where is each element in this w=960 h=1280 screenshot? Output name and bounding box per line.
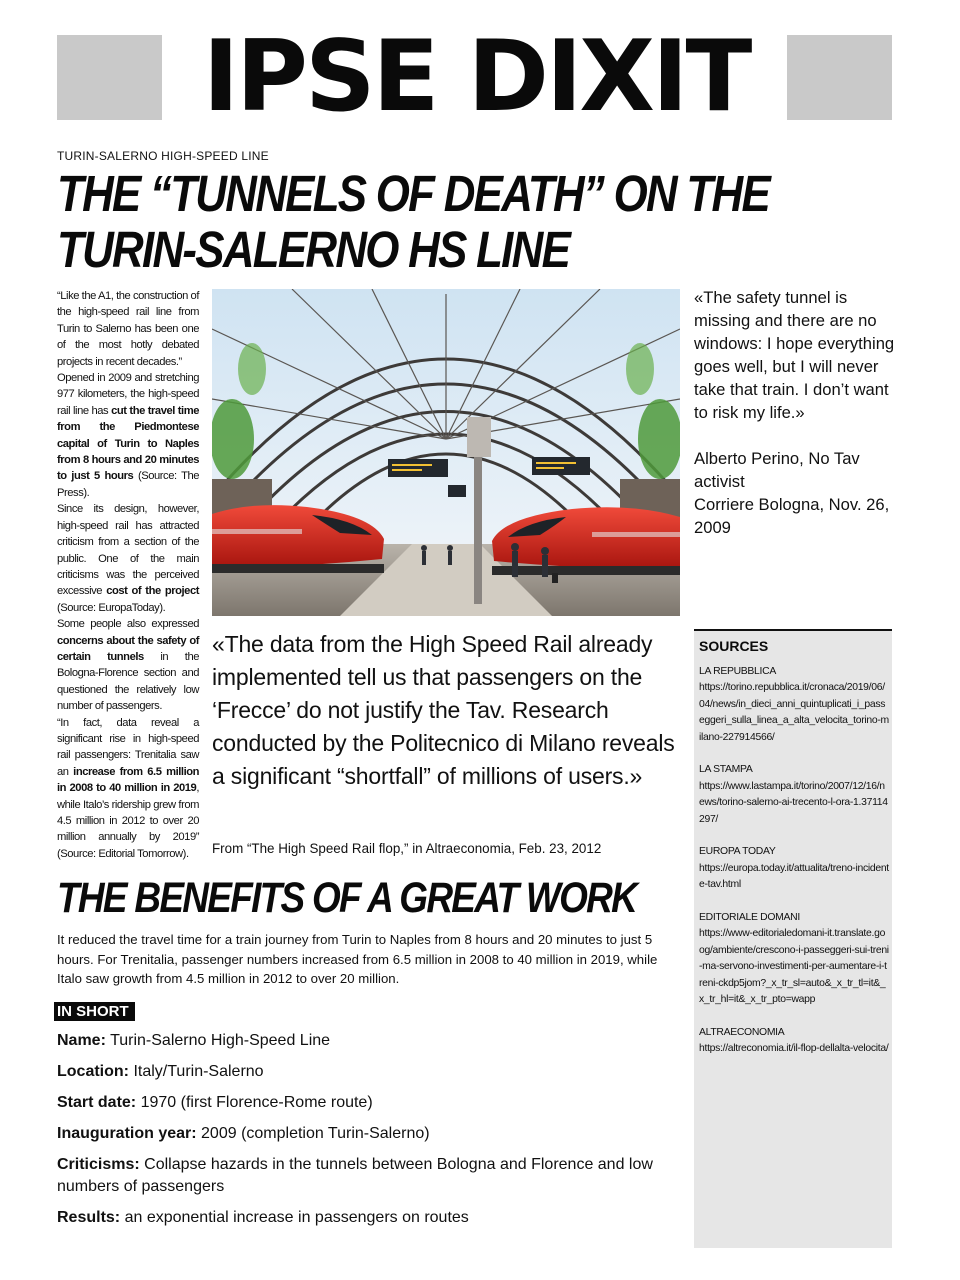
source-url[interactable]: https://torino.repubblica.it/cronaca/2019/06/04/news/in_dieci_anni_quintuplicati_i_passeggeri_sulla_linea_a_alta_velocita_torino-milano-227914566/ — [699, 682, 889, 743]
left-column-text — [57, 288, 199, 862]
left-p2-text-c: (Source: The Press). — [57, 470, 199, 499]
left-paragraph-5 — [57, 715, 199, 863]
masthead-block-left — [57, 35, 162, 120]
side-quote — [694, 286, 899, 539]
left-p4-text-c: in the Bologna-Florence section and questioned the relatively low number of passengers. — [57, 650, 200, 713]
left-p4-text-a: Some people also expressed — [57, 618, 199, 631]
fact-inauguration-year — [57, 1123, 672, 1145]
fact-value: Italy/Turin-Salerno — [129, 1063, 264, 1080]
left-paragraph-4 — [57, 616, 199, 714]
source-name: EUROPA TODAY — [699, 846, 776, 858]
left-paragraph-1 — [57, 288, 199, 370]
sources-heading: SOURCES — [699, 638, 769, 654]
left-p4-bold: concerns about the safety of certain tunnels — [57, 634, 199, 663]
source-name: ALTRAECONOMIA — [699, 1026, 785, 1038]
headline-line-1: THE “TUNNELS OF DEATH” ON THE — [57, 165, 769, 222]
fact-value: 1970 (first Florence-Rome route) — [136, 1094, 373, 1111]
source-name: EDITORIALE DOMANI — [699, 912, 800, 924]
left-paragraph-3 — [57, 501, 199, 616]
source-url[interactable]: https://altreconomia.it/il-flop-dellalta-velocita/ — [699, 1043, 889, 1055]
fact-start-date — [57, 1092, 672, 1114]
fact-location — [57, 1061, 672, 1083]
fact-label: Inauguration year: — [57, 1125, 197, 1142]
left-p5-text-c: , while Italo’s ridership grew from 4.5 million in 2012 to over 20 million annually by 2019” (Source: Editorial Tomorrow). — [57, 782, 199, 860]
source-url[interactable]: https://europa.today.it/attualita/treno-incidente-tav.html — [699, 862, 889, 891]
sources-box — [694, 629, 892, 1248]
fact-results — [57, 1207, 672, 1229]
source-name: LA REPUBBLICA — [699, 666, 776, 677]
side-quote-outlet: Corriere Bologna, Nov. 26, 2009 — [694, 495, 890, 537]
fact-name — [57, 1030, 672, 1052]
masthead-block-right — [787, 35, 892, 120]
pull-quote-source: From “The High Speed Rail flop,” in Altraeconomia, Feb. 23, 2012 — [212, 841, 602, 856]
left-p3-bold: cost of the project — [106, 585, 200, 598]
fact-label: Start date: — [57, 1094, 137, 1111]
fact-value: an exponential increase in passengers on routes — [120, 1209, 469, 1226]
left-p3-text-c: (Source: EuropaToday). — [57, 601, 166, 614]
source-item — [699, 762, 889, 828]
fact-value: Turin-Salerno High-Speed Line — [105, 1032, 331, 1049]
left-p5-bold: increase from 6.5 million in 2008 to 40 million in 2019 — [57, 765, 199, 795]
in-short-facts — [57, 1030, 672, 1238]
fact-value: Collapse hazards in the tunnels between Bologna and Florence and low numbers of passengers — [57, 1156, 653, 1195]
left-paragraph-2 — [57, 370, 199, 501]
fact-label: Name: — [57, 1032, 106, 1049]
pull-quote: «The data from the High Speed Rail already implemented tell us that passengers on the ‘Frecce’ do not justify the Tav. Research conducted by the Politecnico di Milano reveals a significant “shortfall” of millions of users.» — [212, 631, 675, 789]
source-item — [699, 664, 889, 746]
benefits-body: It reduced the travel time for a train journey from Turin to Naples from 8 hours and 20 minutes to just 5 hours. For Trenitalia, passenger numbers increased from 6.5 million in 2008 to 40 million in 2019, while Italo saw growth from 4.5 million in 2012 to over 20 million. — [57, 932, 658, 986]
source-name: LA STAMPA — [699, 764, 753, 776]
source-item — [699, 910, 889, 1008]
source-url[interactable]: https://www.lastampa.it/torino/2007/12/16/news/torino-salerno-ai-trecento-l-ora-1.37114297/ — [699, 780, 888, 825]
section-kicker: TURIN-SALERNO HIGH-SPEED LINE — [57, 149, 269, 163]
fact-criticisms — [57, 1154, 672, 1198]
left-p2-text-a: Opened in 2009 and stretching 977 kilometers, the high-speed rail line has — [57, 372, 199, 417]
headline-line-2: TURIN-SALERNO HS LINE — [57, 221, 570, 278]
fact-label: Results: — [57, 1209, 121, 1226]
sources-list — [699, 664, 889, 1074]
station-photo — [212, 289, 680, 616]
side-quote-author: Alberto Perino, No Tav activist — [694, 449, 860, 491]
source-url[interactable]: https://www-editorialedomani-it.translate.goog/ambiente/crescono-i-passeggeri-sui-treni-ma-servono-investimenti-per-aumentare-i-treni-ckdp5jom?_x_tr_sl=auto&_x_tr_tl=it&_x_tr_hl=it&_x_tr_pto=wapp — [699, 928, 889, 1006]
left-p5-text-a: “In fact, data reveal a significant rise in high-speed rail passengers: Trenitalia saw an — [57, 716, 199, 778]
left-p1-text: “Like the A1, the construction of the high-speed rail line from Turin to Salerno has been one of the most hotly debated projects in recent decades.” — [57, 290, 199, 368]
benefits-heading: THE BENEFITS OF A GREAT WORK — [57, 874, 637, 922]
in-short-label: IN SHORT — [54, 1002, 135, 1021]
left-p3-text-a: Since its design, however, high-speed rail has attracted criticism from a section of the public. One of the main criticisms was the perceived excessive — [57, 503, 199, 598]
source-item — [699, 844, 889, 893]
left-p2-bold: cut the travel time from the Piedmontese capital of Turin to Naples from 8 hours and 20 minutes to just 5 hours — [57, 404, 199, 483]
side-quote-text: «The safety tunnel is missing and there are no windows: I hope everything goes well, but I will never take that train. I don’t want to risk my life.» — [694, 288, 895, 422]
source-item — [699, 1025, 889, 1058]
masthead-title: IPSE DIXIT — [202, 20, 750, 134]
fact-label: Location: — [57, 1063, 129, 1080]
fact-label: Criticisms: — [57, 1156, 140, 1173]
fact-value: 2009 (completion Turin-Salerno) — [196, 1125, 430, 1142]
